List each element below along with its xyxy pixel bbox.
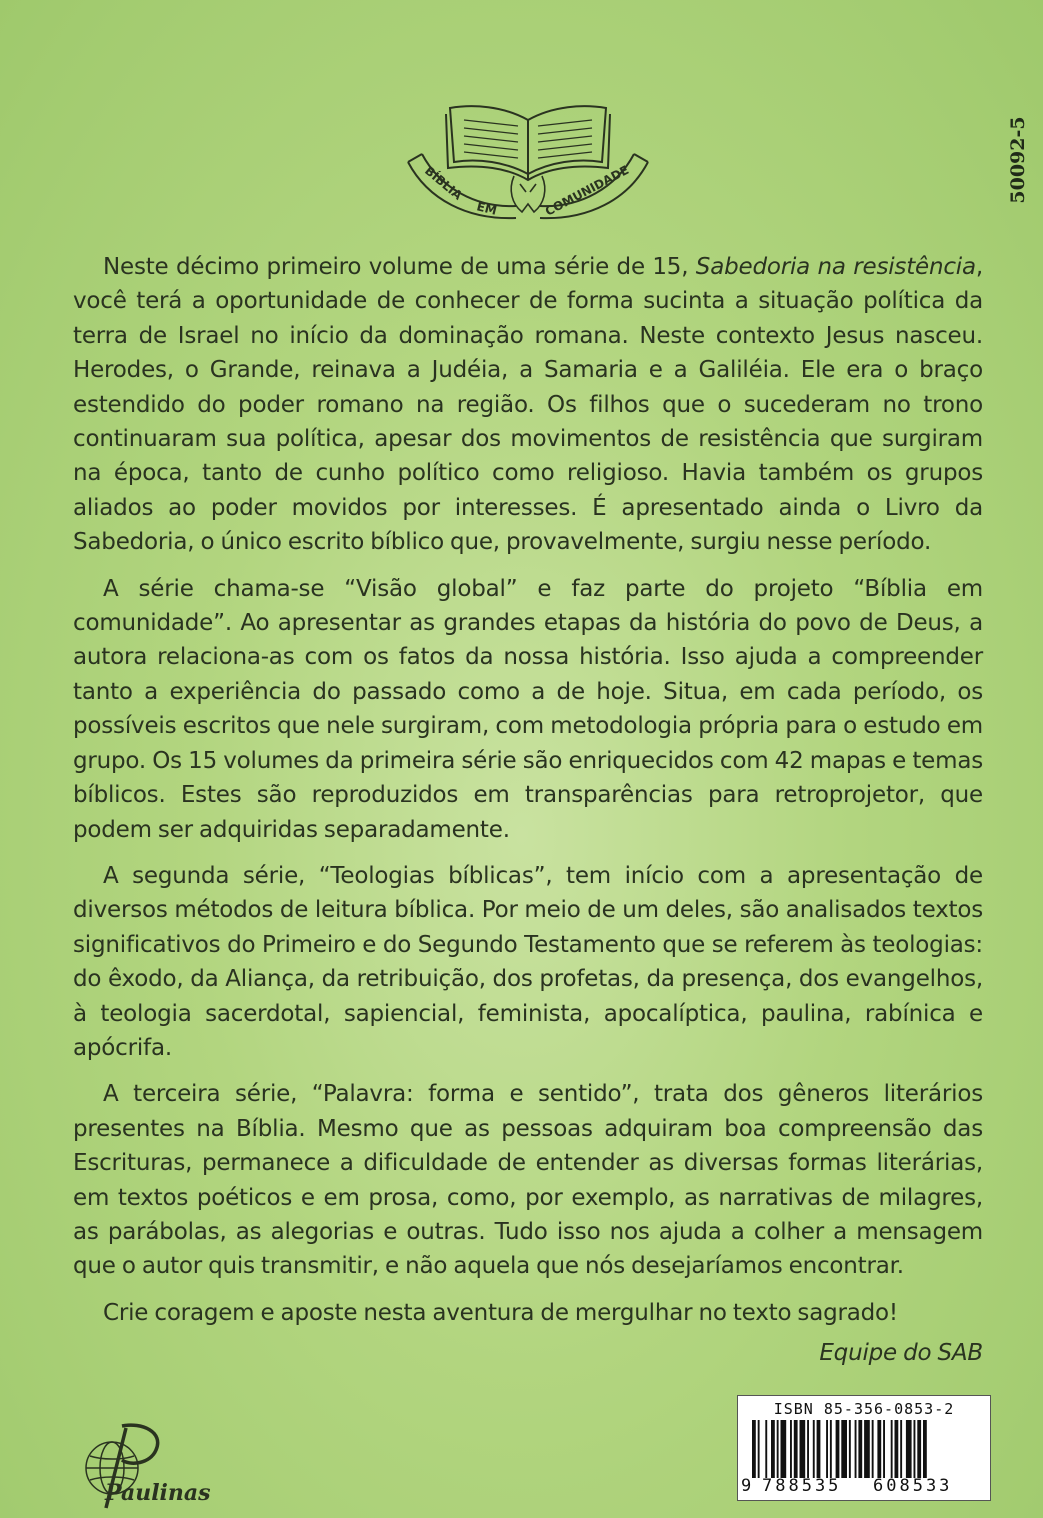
barcode-bar [758, 1420, 760, 1478]
barcode-bar [826, 1420, 828, 1478]
ean-first-digit: 9 [741, 1476, 752, 1496]
side-code-text: 50092-5 [1007, 116, 1029, 204]
barcode-bar [813, 1420, 815, 1478]
barcode-bar [817, 1420, 821, 1478]
barcode-bar [849, 1420, 851, 1478]
barcode-bar [858, 1420, 862, 1478]
barcode-bar [790, 1420, 792, 1478]
barcode-bar [877, 1420, 881, 1478]
barcode-bar [752, 1420, 756, 1478]
publisher-name: Paulinas [105, 1480, 211, 1506]
logo-arc-right: COMUNIDADE [542, 162, 632, 219]
barcode-bar [891, 1420, 893, 1478]
barcode-bar [781, 1420, 787, 1478]
ean-right-digits: 608533 [873, 1476, 953, 1496]
barcode-bar [765, 1420, 767, 1478]
barcode-bar [836, 1420, 840, 1478]
isbn-barcode [737, 1395, 991, 1501]
barcode-bar [883, 1420, 885, 1478]
book-title: Sabedoria na resistência [695, 254, 976, 280]
barcode-bar [855, 1420, 857, 1478]
barcode-bar [800, 1420, 806, 1478]
signature: Equipe do SAB [819, 1340, 983, 1367]
intro-text-end: , você terá a oportunidade de conhecer de forma sucinta a situação política da terra de Israel no início da dominação romana. Neste contexto Jesus nasceu. Herodes, o Grande, reinava a Judéia, a Samaria e a Galiléia. Ele era o braço estendido do poder romano na região. Os filhos que o sucederam no trono continuaram sua política, apesar dos movimentos de resistência que surgiram na época, tanto de cunho político como religioso. Havia também os grupos aliados ao poder movidos por interesses. É apresentado ainda o Livro da Sabedoria, o único escrito bíblico que, provavelmente, surgiu nesse período. [73, 254, 984, 556]
intro-text-start: Neste décimo primeiro volume de uma série de 15, [103, 254, 696, 280]
barcode-bar [807, 1420, 809, 1478]
ean-left-digits: 788535 [762, 1476, 842, 1496]
barcode-bars [752, 1420, 984, 1478]
barcode-bar [923, 1420, 927, 1478]
biblia-em-comunidade-logo [388, 92, 668, 232]
barcode-bar [794, 1420, 798, 1478]
barcode-bar [777, 1420, 779, 1478]
barcode-bar [841, 1420, 847, 1478]
logo-arc-middle: EM [475, 199, 499, 218]
barcode-bar [771, 1420, 775, 1478]
barcode-bar [900, 1420, 902, 1478]
paragraph-serie-3: A terceira série, “Palavra: forma e sentido”, trata dos gêneros literários presentes na Bíblia. Mesmo que as pessoas adquiram boa compreensão das Escrituras, permanece a dificuldade de entender as diversas formas literárias, em textos poéticos e em prosa, como, por exemplo, as narrativas de milagres, as parábolas, as alegorias e outras. Tudo isso nos ajuda a colher a mensagem que o autor quis transmitir, e não aquela que nós desejaríamos encontrar. [73, 1081, 983, 1280]
paragraph-intro [73, 250, 983, 560]
open-bible-icon [388, 92, 668, 232]
barcode-bar [914, 1420, 916, 1478]
back-cover-text [73, 250, 983, 1371]
barcode-bar [917, 1420, 921, 1478]
isbn-label: ISBN 85-356-0853-2 [773, 1400, 955, 1418]
barcode-bar [830, 1420, 832, 1478]
barcode-bar [872, 1420, 874, 1478]
paragraph-serie-1: A série chama-se “Visão global” e faz parte do projeto “Bíblia em comunidade”. Ao apresentar as grandes etapas da história do povo de Deus, a autora relaciona-as com os fatos da nossa história. Isso ajuda a compreender tanto a experiência do passado como a de hoje. Situa, em cada período, os possíveis escritos que nele surgiram, com metodologia própria para o estudo em grupo. Os 15 volumes da primeira série são enriquecidos com 42 mapas e temas bíblicos. Estes são reproduzidos em transparências para retroprojetor, que podem ser adquiridas separadamente. [73, 575, 983, 843]
paragraph-serie-2: A segunda série, “Teologias bíblicas”, tem início com a apresentação de diversos métodos de leitura bíblica. Por meio de um deles, são analisados textos significativos do Primeiro e do Segundo Testamento que se referem às teologias: do êxodo, da Aliança, da retribuição, dos profetas, da presença, dos evangelhos, à teologia sacerdotal, sapiencial, feminista, apocalíptica, paulina, rabínica e apócrifa. [73, 862, 983, 1061]
barcode-bar [895, 1420, 899, 1478]
barcode-bar [864, 1420, 870, 1478]
barcode-bar [906, 1420, 912, 1478]
logo-arc-left: BÍBLIA [422, 163, 465, 203]
side-catalog-code [1003, 100, 1033, 220]
paragraph-closing: Crie coragem e aposte nesta aventura de mergulhar no texto sagrado! [103, 1299, 898, 1326]
